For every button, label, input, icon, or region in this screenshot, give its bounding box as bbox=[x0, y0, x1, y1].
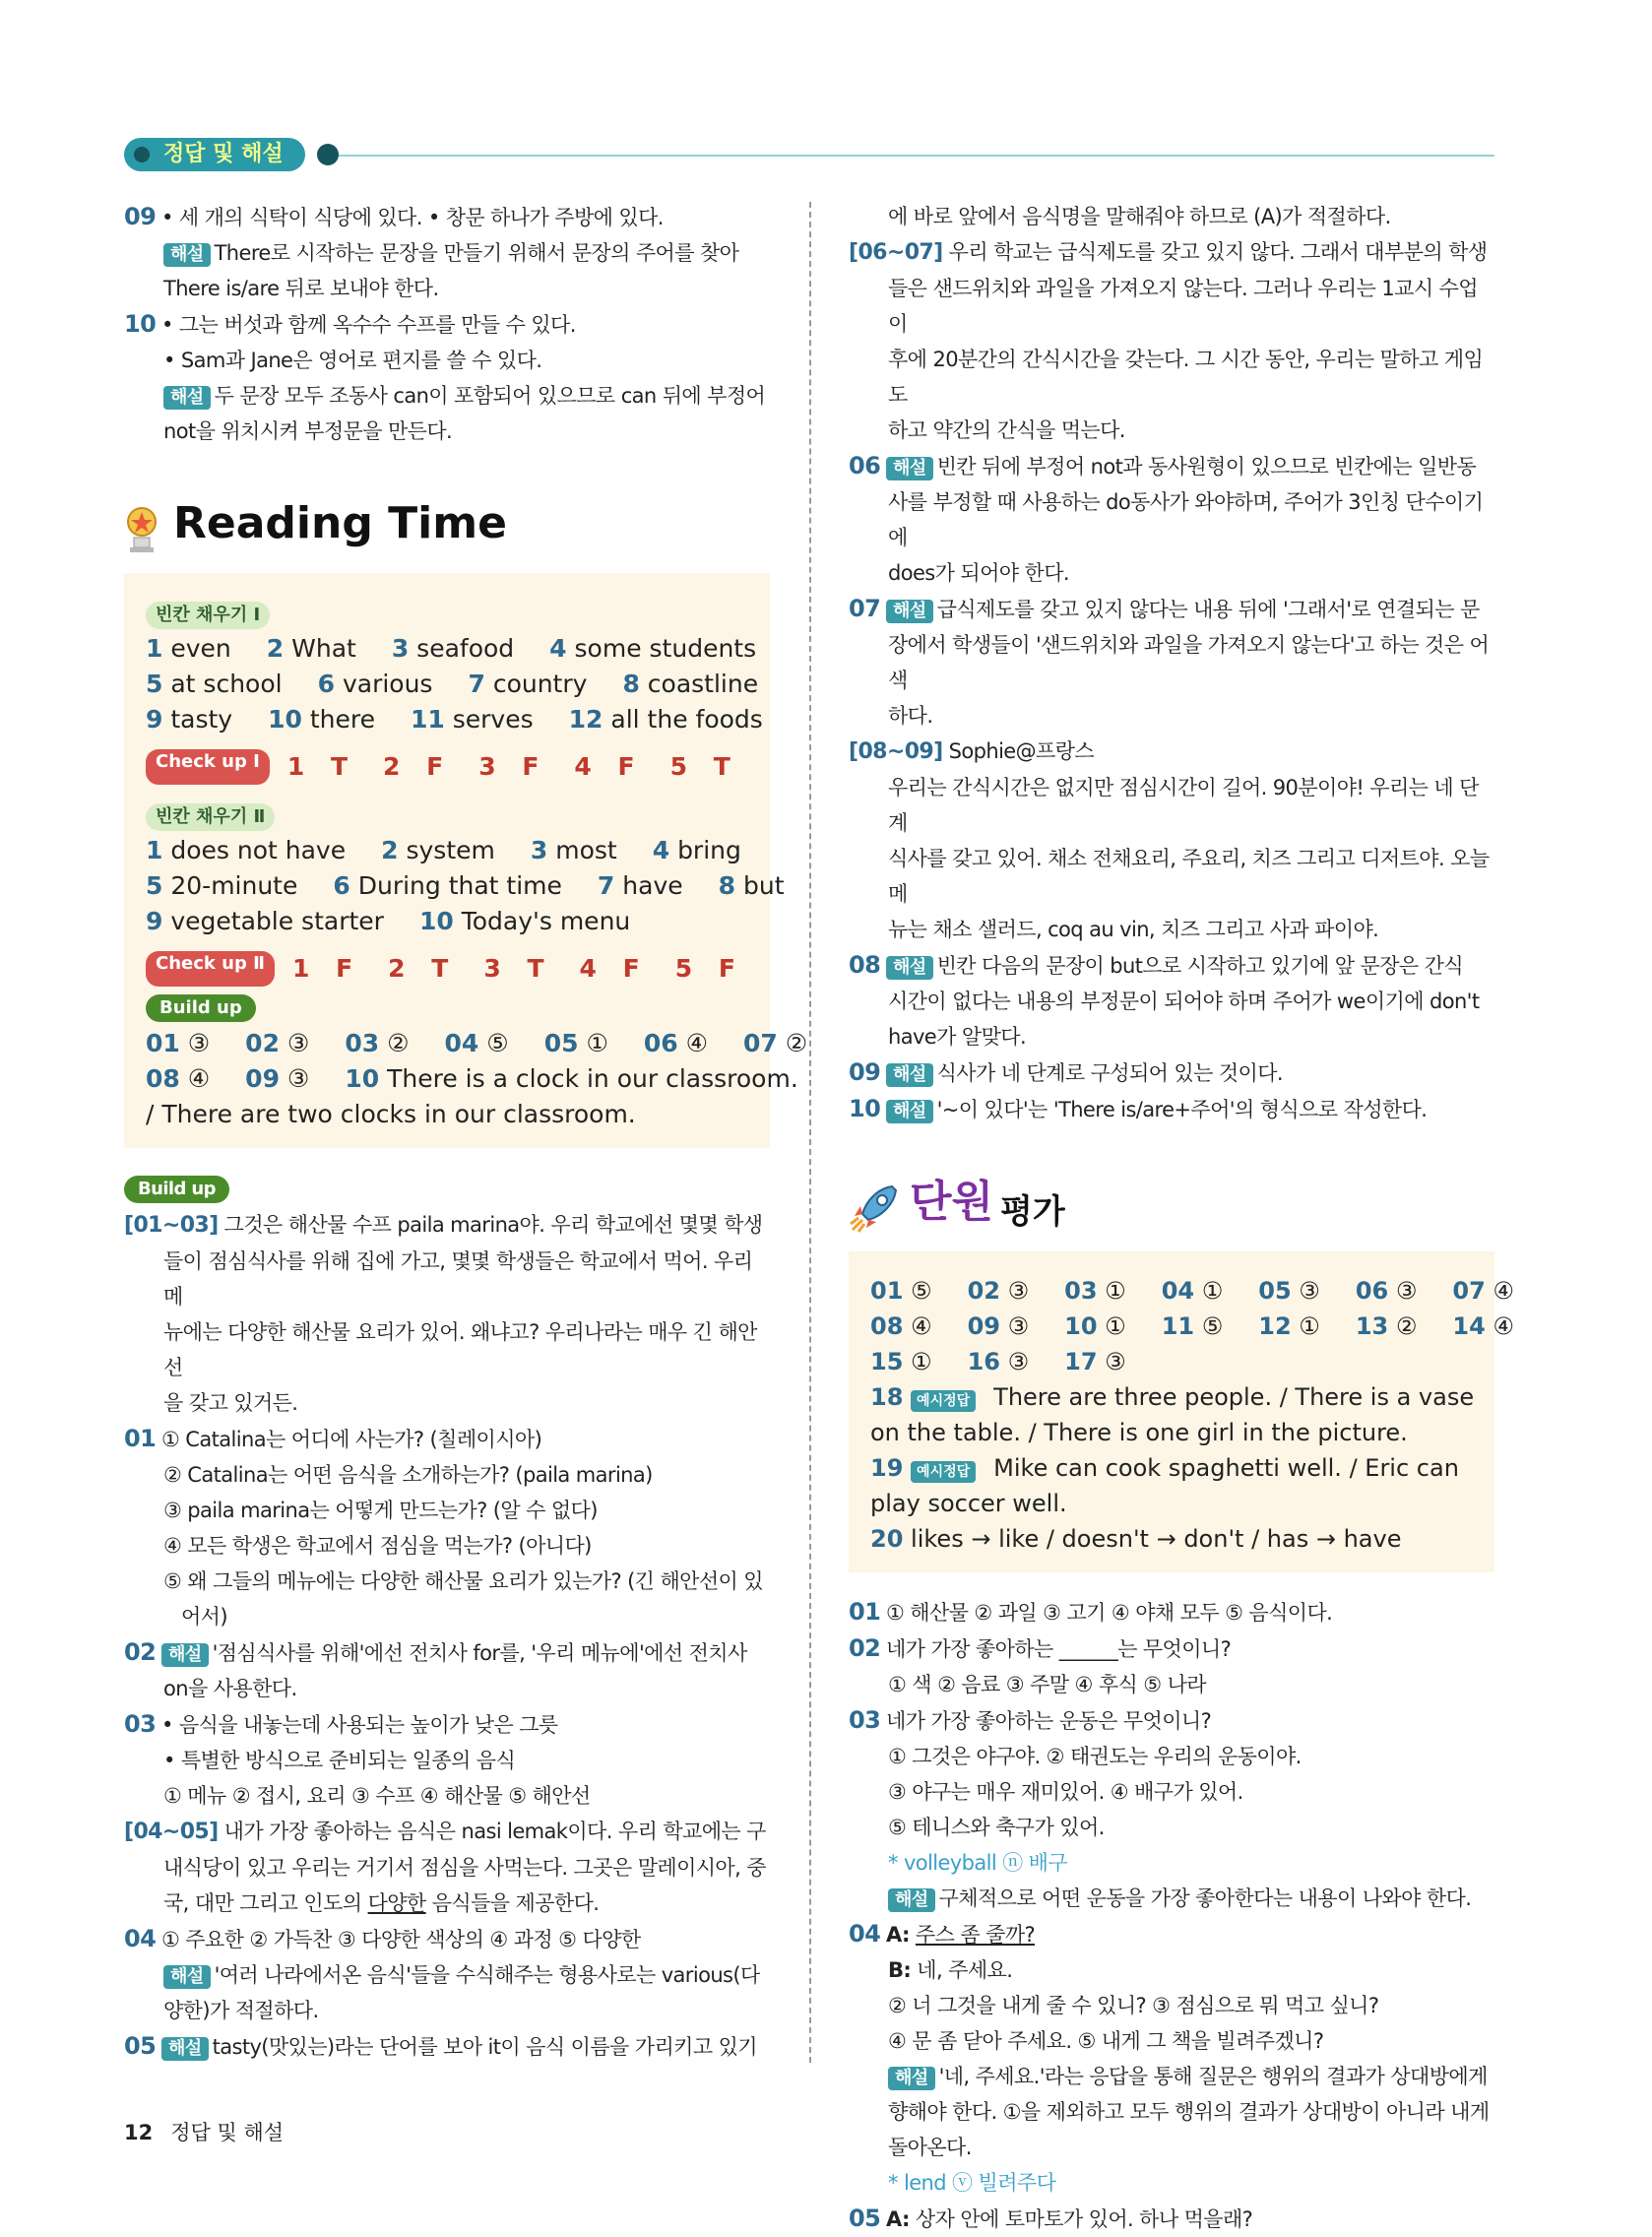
answer-item: 01 ⑤ bbox=[870, 1277, 932, 1305]
answer-item: 06 ④ bbox=[643, 1029, 709, 1057]
explanation-text: There로 시작하는 문장을 만들기 위해서 문장의 주어를 찾아 bbox=[214, 241, 739, 265]
answer-06 bbox=[849, 448, 1494, 484]
answer-10 bbox=[124, 306, 770, 343]
answer-item: 01 ③ bbox=[146, 1029, 211, 1057]
build-up-label: Build up bbox=[146, 994, 256, 1022]
header-rule bbox=[321, 155, 1494, 157]
item-number: 05 bbox=[124, 2032, 157, 2060]
answer-item: 14 ④ bbox=[1452, 1312, 1514, 1340]
answer-02 bbox=[124, 1634, 770, 1671]
answer-item: 08 ④ bbox=[870, 1312, 932, 1340]
explanation-text: 급식제도를 갖고 있지 않다는 내용 뒤에 '그래서'로 연결되는 문 bbox=[936, 598, 1480, 621]
answer-item: 6 various bbox=[317, 670, 433, 698]
tf-answer: 1 T bbox=[286, 752, 348, 781]
underlined-word: 다양한 bbox=[367, 1891, 426, 1915]
unit-title-sub: 평가 bbox=[1000, 1192, 1065, 1232]
explanation-text: '점심식사를 위해'에선 전치사 for를, '우리 메뉴에'에선 전치사 bbox=[212, 1641, 747, 1665]
build-up-label: Build up bbox=[124, 1176, 229, 1203]
answer-item: 6 During that time bbox=[333, 871, 562, 900]
answer-item: 4 some students bbox=[549, 634, 757, 663]
answer-item: 4 bring bbox=[652, 836, 741, 864]
answer-item: 15 ① bbox=[870, 1348, 932, 1375]
answer-01 bbox=[849, 1594, 1494, 1630]
explanation-text: '네, 주세요.'라는 응답을 통해 질문은 행위의 결과가 상대방에게 bbox=[938, 2065, 1488, 2088]
passage-text: 국, 대만 그리고 인도의 다양한 음식들을 제공한다. bbox=[163, 1891, 600, 1915]
check-up-2-row bbox=[146, 951, 748, 987]
passage-01-03 bbox=[124, 1207, 770, 1244]
blank-fill-1-label: 빈칸 채우기 Ⅰ bbox=[146, 602, 270, 629]
item-number: 07 bbox=[849, 595, 881, 622]
explanation-tag: 해설 bbox=[161, 1643, 209, 1667]
explanation-text: on을 사용한다. bbox=[163, 1677, 297, 1700]
answer-item: 07 ② bbox=[743, 1029, 808, 1057]
answer-item: 07 ④ bbox=[1452, 1277, 1514, 1305]
item-number: 09 bbox=[124, 203, 157, 230]
answer-text: ⑤ 왜 그들의 메뉴에는 다양한 해산물 요리가 있는가? (긴 해안선이 있 bbox=[163, 1569, 763, 1593]
dialogue-line: B: 네, 주세요. bbox=[888, 1958, 1013, 1982]
answer-text: ④ 문 좀 닫아 주세요. ⑤ 내게 그 책을 빌려주겠니? bbox=[888, 2029, 1324, 2053]
explanation-text: 향해야 한다. ①을 제외하고 모두 행위의 결과가 상대방이 아니라 내게 bbox=[888, 2100, 1490, 2124]
answer-text: / There are two clocks in our classroom. bbox=[146, 1100, 636, 1128]
answer-item: 9 vegetable starter bbox=[146, 907, 384, 935]
range-number: [06~07] bbox=[849, 240, 943, 265]
answer-row bbox=[146, 631, 757, 667]
answer-text: • 세 개의 식탁이 식당에 있다. • 창문 하나가 주방에 있다. bbox=[161, 206, 664, 229]
explanation-text: does가 되어야 한다. bbox=[888, 561, 1069, 585]
answer-item: 5 at school bbox=[146, 670, 283, 698]
explanation bbox=[124, 1957, 770, 1993]
answer-row bbox=[870, 1273, 1514, 1309]
example-answer-tag: 예시정답 bbox=[911, 1390, 976, 1412]
answer-item: 09 ③ bbox=[245, 1064, 310, 1093]
explanation-text: 장에서 학생들이 '샌드위치와 과일을 가져오지 않는다'고 하는 것은 어색 bbox=[888, 633, 1490, 692]
footer-label: 정답 및 해설 bbox=[170, 2121, 285, 2144]
build-up-row bbox=[146, 1061, 798, 1097]
answer-04 bbox=[124, 1921, 770, 1957]
passage-text: 후에 20분간의 간식시간을 갖는다. 그 시간 동안, 우리는 말하고 게임도 bbox=[888, 348, 1484, 407]
explanation-text: 양한)가 적절하다. bbox=[163, 1999, 319, 2022]
header-dot-icon bbox=[134, 147, 150, 162]
item-number: 01 bbox=[124, 1425, 157, 1452]
answer-text: • Sam과 Jane은 영어로 편지를 쓸 수 있다. bbox=[163, 349, 542, 372]
reading-answer-box bbox=[124, 573, 808, 1148]
answer-text: ③ paila marina는 어떻게 만드는가? (알 수 없다) bbox=[163, 1499, 598, 1522]
answer-row bbox=[146, 833, 748, 868]
answer-text bbox=[124, 343, 770, 378]
item-number: 01 bbox=[849, 1598, 881, 1626]
explanation-text: '~이 있다'는 'There is/are+주어'의 형식으로 작성한다. bbox=[936, 1098, 1428, 1121]
explanation-tag: 해설 bbox=[163, 386, 211, 410]
answer-item: 03 ① bbox=[1064, 1277, 1126, 1305]
passage-text: 들이 점심식사를 위해 집에 가고, 몇몇 학생들은 학교에서 먹어. 우리 메 bbox=[163, 1249, 753, 1309]
passage-heading: Sophie@프랑스 bbox=[948, 739, 1095, 763]
unit-review-answer-box bbox=[849, 1251, 1514, 1572]
answer-item: 05 ③ bbox=[1258, 1277, 1320, 1305]
passage-text: 들은 샌드위치와 과일을 가져오지 않는다. 그러나 우리는 1교시 수업 이 bbox=[888, 277, 1478, 336]
unit-title-main: 단원 bbox=[910, 1177, 994, 1227]
passage-text: 내가 가장 좋아하는 음식은 nasi lemak이다. 우리 학교에는 구 bbox=[223, 1820, 766, 1843]
explanation-tag: 해설 bbox=[888, 1888, 935, 1912]
answer-09 bbox=[849, 1055, 1494, 1091]
answer-item: 3 seafood bbox=[391, 634, 515, 663]
answer-03 bbox=[124, 1706, 770, 1743]
answer-item: 10 Today's menu bbox=[418, 907, 631, 935]
answer-text: ① 주요한 ② 가득찬 ③ 다양한 색상의 ④ 과정 ⑤ 다양한 bbox=[161, 1928, 641, 1951]
vocab-note: * lend ⓥ 빌려주다 bbox=[888, 2171, 1056, 2195]
section-header bbox=[124, 138, 1494, 171]
answer-row bbox=[870, 1344, 1473, 1379]
answer-item: 12 all the foods bbox=[568, 705, 763, 734]
answer-09 bbox=[124, 199, 770, 235]
unit-review-heading bbox=[849, 1173, 1494, 1251]
explanation-text: not을 위치시켜 부정문을 만든다. bbox=[163, 419, 453, 443]
tf-answer: 2 F bbox=[383, 752, 444, 781]
passage-text: 우리 학교는 급식제도를 갖고 있지 않다. 그래서 대부분의 학생 bbox=[948, 240, 1488, 264]
answer-item: 2 system bbox=[381, 836, 495, 864]
explanation-text: 에 바로 앞에서 음식명을 말해줘야 하므로 (A)가 적절하다. bbox=[888, 205, 1391, 228]
check-up-2-label: Check up Ⅱ bbox=[146, 951, 275, 987]
answer-02 bbox=[849, 1630, 1494, 1667]
answer-text: on the table. / There is one girl in the picture. bbox=[870, 1419, 1408, 1446]
answer-text: ③ 야구는 매우 재미있어. ④ 배구가 있어. bbox=[888, 1780, 1243, 1804]
answer-item: 10 ① bbox=[1064, 1312, 1126, 1340]
answer-20: 20 likes → like / doesn't → don't / has → have bbox=[870, 1525, 1402, 1553]
explanation-cont bbox=[124, 414, 770, 449]
item-number: 06 bbox=[849, 452, 881, 479]
answer-item: 04 ⑤ bbox=[444, 1029, 509, 1057]
speaker-b: B: bbox=[888, 1958, 912, 1982]
tf-answer: 5 F bbox=[674, 954, 735, 983]
trophy-icon bbox=[124, 506, 159, 553]
explanation bbox=[849, 2059, 1494, 2094]
page-number: 12 bbox=[124, 2121, 154, 2144]
tf-answer: 4 F bbox=[579, 954, 640, 983]
explanation-text: 두 문장 모두 조동사 can이 포함되어 있으므로 can 뒤에 부정어 bbox=[214, 384, 766, 408]
item-number: 03 bbox=[124, 1710, 157, 1738]
answer-text: play soccer well. bbox=[870, 1490, 1067, 1517]
answer-item: 09 ③ bbox=[967, 1312, 1030, 1340]
answer-item: 7 have bbox=[597, 871, 683, 900]
passage-text: 식사를 갖고 있어. 채소 전채요리, 주요리, 치즈 그리고 디저트야. 오늘 메 bbox=[888, 847, 1490, 906]
check-up-1-label: Check up Ⅰ bbox=[146, 749, 270, 785]
tf-answer: 2 T bbox=[388, 954, 449, 983]
tf-answer: 1 F bbox=[291, 954, 353, 983]
passage-text: 뉴는 채소 샐러드, coq au vin, 치즈 그리고 사과 파이야. bbox=[888, 918, 1379, 941]
answer-01 bbox=[124, 1421, 770, 1457]
item-number: 05 bbox=[849, 2205, 881, 2232]
explanation-text: 하다. bbox=[888, 704, 933, 728]
explanation-tag: 해설 bbox=[886, 457, 933, 480]
answer-text: ④ 모든 학생은 학교에서 점심을 먹는가? (아니다) bbox=[163, 1534, 592, 1558]
passage-text: 그것은 해산물 수프 paila marina야. 우리 학교에선 몇몇 학생 bbox=[223, 1213, 763, 1237]
explanation-text: tasty(맛있는)라는 단어를 보아 it이 음식 이름을 가리키고 있기 bbox=[212, 2035, 757, 2059]
passage-text: 하고 약간의 간식을 먹는다. bbox=[888, 418, 1125, 442]
example-answer-tag: 예시정답 bbox=[911, 1461, 976, 1483]
answer-18: 18 예시정답 There are three people. / There is a vase bbox=[870, 1383, 1475, 1411]
header-title-text: 정답 및 해설 bbox=[163, 142, 284, 166]
range-number: [01~03] bbox=[124, 1213, 219, 1238]
answer-item: 5 20-minute bbox=[146, 871, 298, 900]
answer-05 bbox=[124, 2028, 770, 2065]
tf-answer: 3 T bbox=[483, 954, 544, 983]
range-number: [08~09] bbox=[849, 739, 943, 764]
range-number: [04~05] bbox=[124, 1820, 219, 1844]
answer-row bbox=[146, 667, 759, 702]
answer-item: 10 there bbox=[268, 705, 375, 734]
answer-text: ② Catalina는 어떤 음식을 소개하는가? (paila marina) bbox=[163, 1463, 653, 1487]
explanation bbox=[124, 378, 770, 414]
answer-item: 7 country bbox=[468, 670, 588, 698]
answer-text: ② 너 그것을 내게 줄 수 있니? ③ 점심으로 뭐 먹고 싶니? bbox=[888, 1994, 1379, 2017]
answer-text: ① 메뉴 ② 접시, 요리 ③ 수프 ④ 해산물 ⑤ 해안선 bbox=[163, 1784, 591, 1808]
vocab-note: * volleyball ⓝ 배구 bbox=[888, 1851, 1068, 1875]
answer-text: ⑤ 테니스와 축구가 있어. bbox=[888, 1816, 1105, 1839]
answer-text: 네가 가장 좋아하는 ______는 무엇이니? bbox=[886, 1637, 1232, 1661]
answer-03 bbox=[849, 1702, 1494, 1739]
speaker-a: A: bbox=[886, 2207, 910, 2231]
answer-item: 08 ④ bbox=[146, 1064, 211, 1093]
answer-row bbox=[146, 904, 748, 939]
explanation-tag: 해설 bbox=[163, 243, 211, 267]
answer-item: 3 most bbox=[530, 836, 617, 864]
page-footer bbox=[124, 2117, 284, 2146]
answer-item: 9 tasty bbox=[146, 705, 233, 734]
passage-text: 을 갖고 있거든. bbox=[163, 1391, 298, 1415]
passage-text: 내식당이 있고 우리는 거기서 점심을 사먹는다. 그곳은 말레이시아, 중 bbox=[163, 1856, 766, 1880]
explanation-text: 빈칸 다음의 문장이 but으로 시작하고 있기에 앞 문장은 간식 bbox=[936, 954, 1464, 978]
answer-text: ① Catalina는 어디에 사는가? (칠레이시아) bbox=[161, 1428, 542, 1451]
passage-06-07 bbox=[849, 234, 1494, 271]
answer-10 bbox=[849, 1091, 1494, 1127]
build-up-row bbox=[146, 1097, 748, 1132]
answer-item: 11 ⑤ bbox=[1161, 1312, 1224, 1340]
item-number: 10 bbox=[849, 1095, 881, 1122]
explanation bbox=[124, 235, 770, 271]
explanation-tag: 해설 bbox=[886, 600, 933, 623]
explanation-tag: 해설 bbox=[161, 2037, 209, 2061]
passage-04-05 bbox=[124, 1814, 770, 1850]
reading-time-heading bbox=[124, 494, 770, 573]
passage-text: 뉴에는 다양한 해산물 요리가 있어. 왜냐고? 우리나라는 매우 긴 해안선 bbox=[163, 1320, 757, 1379]
blank-fill-2-label: 빈칸 채우기 Ⅱ bbox=[146, 803, 275, 831]
answer-row bbox=[146, 702, 763, 737]
explanation-text: '여러 나라에서온 음식'들을 수식해주는 형용사로는 various(다 bbox=[214, 1963, 760, 1987]
column-divider bbox=[809, 202, 811, 2063]
explanation-text: 식사가 네 단계로 구성되어 있는 것이다. bbox=[936, 1061, 1284, 1085]
answer-item: 04 ① bbox=[1161, 1277, 1224, 1305]
passage-08-09 bbox=[849, 734, 1494, 770]
answer-text: • 특별한 방식으로 준비되는 일종의 음식 bbox=[163, 1749, 516, 1772]
answer-item: 02 ③ bbox=[245, 1029, 310, 1057]
explanation-text: 사를 부정할 때 사용하는 do동사가 와야하며, 주어가 3인칭 단수이기에 bbox=[888, 490, 1484, 549]
answer-item: 8 coastline bbox=[622, 670, 759, 698]
explanation-tag: 해설 bbox=[886, 1100, 933, 1123]
answer-item: 13 ② bbox=[1355, 1312, 1418, 1340]
answer-item: 10 There is a clock in our classroom. bbox=[345, 1064, 798, 1093]
left-column bbox=[124, 199, 808, 2065]
passage-text: 우리는 간식시간은 없지만 점심시간이 길어. 90분이야! 우리는 네 단계 bbox=[888, 776, 1479, 835]
item-number: 02 bbox=[849, 1634, 881, 1662]
item-number: 02 bbox=[124, 1638, 157, 1666]
explanation-tag: 해설 bbox=[886, 1063, 933, 1087]
speaker-a: A: bbox=[886, 1923, 910, 1947]
tf-answer: 5 T bbox=[669, 752, 731, 781]
rocket-icon bbox=[849, 1181, 902, 1234]
tf-answer: 3 F bbox=[478, 752, 540, 781]
answer-item: 1 even bbox=[146, 634, 231, 663]
explanation-text: 돌아온다. bbox=[888, 2136, 972, 2159]
answer-text: 어서) bbox=[181, 1605, 227, 1629]
answer-item: 03 ② bbox=[345, 1029, 410, 1057]
answer-05 bbox=[849, 2201, 1494, 2237]
answer-item: 16 ③ bbox=[967, 1348, 1030, 1375]
answer-row bbox=[870, 1309, 1514, 1344]
explanation-text: 시간이 없다는 내용의 부정문이 되어야 하며 주어가 we이기에 don't bbox=[888, 990, 1480, 1013]
answer-07 bbox=[849, 591, 1494, 627]
item-number: 04 bbox=[849, 1920, 881, 1948]
answer-item: 8 but bbox=[718, 871, 785, 900]
explanation-cont bbox=[124, 271, 770, 306]
reading-time-title: Reading Time bbox=[173, 498, 507, 548]
answer-text: ① 해산물 ② 과일 ③ 고기 ④ 야채 모두 ⑤ 음식이다. bbox=[886, 1601, 1333, 1625]
explanation-text: 빈칸 뒤에 부정어 not과 동사원형이 있으므로 빈칸에는 일반동 bbox=[936, 455, 1477, 479]
explanation bbox=[849, 1881, 1494, 1916]
item-number: 10 bbox=[124, 310, 157, 338]
answer-text: ① 색 ② 음료 ③ 주말 ④ 후식 ⑤ 나라 bbox=[888, 1673, 1206, 1696]
answer-text: • 그는 버섯과 함께 옥수수 수프를 만들 수 있다. bbox=[161, 313, 576, 337]
answer-08 bbox=[849, 947, 1494, 984]
explanation-tag: 해설 bbox=[886, 956, 933, 980]
answer-text: • 음식을 내놓는데 사용되는 높이가 낮은 그릇 bbox=[161, 1713, 558, 1737]
build-up-row bbox=[146, 1026, 808, 1061]
answer-item: 1 does not have bbox=[146, 836, 347, 864]
answer-text: 네가 가장 좋아하는 운동은 무엇이니? bbox=[886, 1709, 1212, 1733]
answer-item: 2 What bbox=[266, 634, 356, 663]
explanation-tag: 해설 bbox=[163, 1965, 211, 1989]
tf-answer: 4 F bbox=[574, 752, 635, 781]
answer-item: 06 ③ bbox=[1355, 1277, 1418, 1305]
explanation-text: have가 알맞다. bbox=[888, 1025, 1027, 1049]
answer-row bbox=[146, 868, 785, 904]
right-column bbox=[849, 199, 1514, 2237]
dialogue-line: 주스 좀 줄까? bbox=[915, 1923, 1036, 1947]
item-number: 08 bbox=[849, 951, 881, 979]
header-end-dot-icon bbox=[317, 144, 339, 165]
header-title bbox=[124, 138, 305, 171]
answer-item: 11 serves bbox=[411, 705, 534, 734]
item-number: 04 bbox=[124, 1925, 157, 1952]
check-up-1-row bbox=[146, 749, 748, 785]
explanation-text: 구체적으로 어떤 운동을 가장 좋아한다는 내용이 나와야 한다. bbox=[938, 1886, 1472, 1910]
answer-item: 17 ③ bbox=[1064, 1348, 1126, 1375]
answer-text: ① 그것은 야구야. ② 태권도는 우리의 운동이야. bbox=[888, 1745, 1302, 1768]
answer-19: 19 예시정답 Mike can cook spaghetti well. / Eric can bbox=[870, 1454, 1459, 1482]
answer-item: 02 ③ bbox=[967, 1277, 1030, 1305]
answer-04 bbox=[849, 1916, 1494, 1952]
dialogue-line: 상자 안에 토마토가 있어. 하나 먹을래? bbox=[915, 2207, 1253, 2231]
explanation-text: There is/are 뒤로 보내야 한다. bbox=[163, 277, 439, 300]
item-number: 03 bbox=[849, 1706, 881, 1734]
explanation-tag: 해설 bbox=[888, 2067, 935, 2090]
answer-item: 05 ① bbox=[543, 1029, 608, 1057]
answer-item: 12 ① bbox=[1258, 1312, 1320, 1340]
item-number: 09 bbox=[849, 1058, 881, 1086]
